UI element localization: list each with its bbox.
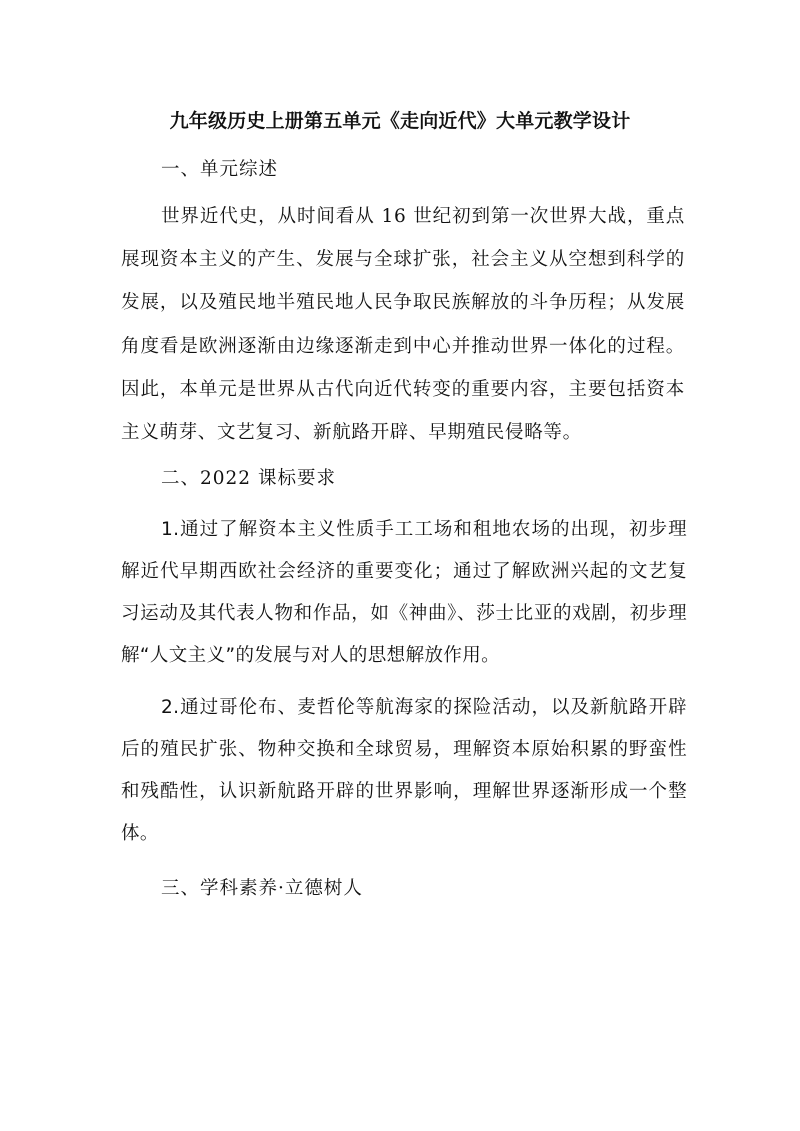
section-heading-curriculum: 二、2022 课标要求 (161, 468, 336, 489)
curriculum-item-1: 1.通过了解资本主义性质手工工场和租地农场的出现，初步理解近代早期西欧社会经济的重要变化；通过了解欧洲兴起的文艺复习运动及其代表人物和作品，如《神曲》、莎士比亚的戏剧，初步理解“人文主义”的发展与对人的思想解放作用。 (121, 519, 687, 666)
section-heading-literacy: 三、学科素养·立德树人 (161, 878, 363, 899)
curriculum-item-2: 2.通过哥伦布、麦哲伦等航海家的探险活动，以及新航路开辟后的殖民扩张、物种交换和全球贸易，理解资本原始积累的野蛮性和残酷性，认识新航路开辟的世界影响，理解世界逐渐形成一个整体。 (121, 697, 687, 844)
document-title: 九年级历史上册第五单元《走向近代》大单元教学设计 (169, 110, 631, 132)
overview-paragraph: 世界近代史，从时间看从 16 世纪初到第一次世界大战，重点展现资本主义的产生、发展与全球扩张，社会主义从空想到科学的发展，以及殖民地半殖民地人民争取民族解放的斗争历程；从发展角度看是欧洲逐渐由边缘逐渐走到中心并推动世界一体化的过程。因此，本单元是世界从古代向近代转变的重要内容，主要包括资本主义萌芽、文艺复习、新航路开辟、早期殖民侵略等。 (121, 206, 685, 444)
section-heading-overview: 一、单元综述 (161, 159, 279, 180)
